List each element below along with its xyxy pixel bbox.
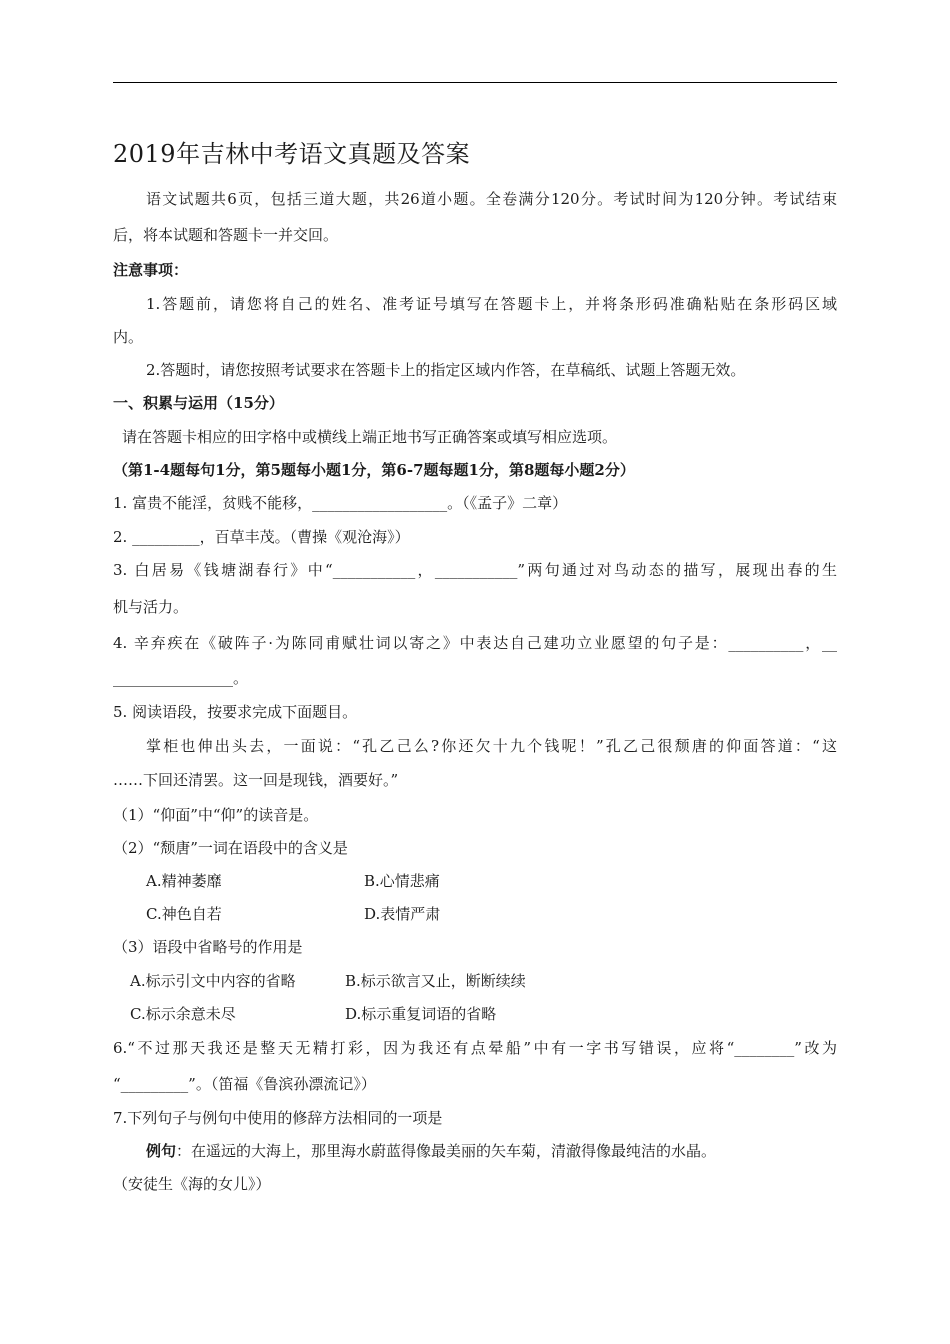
question-3-line-2: 机与活力。 [113,598,189,616]
page-title: 2019年吉林中考语文真题及答案 [113,140,471,168]
question-4-line-1: 4. 辛弃疾在《破阵子·为陈同甫赋壮词以寄之》中表达自己建功立业愿望的句子是：__________，__ [113,634,837,652]
question-5-3: （3）语段中省略号的作用是 [113,938,303,956]
example-label: 例句 [146,1142,177,1160]
notice-item-2: 2.答题时，请您按照考试要求在答题卡上的指定区域内作答，在草稿纸、试题上答题无效。 [146,361,746,379]
q5-2-option-a: A.精神萎靡 [146,872,222,890]
q5-2-option-d: D.表情严肃 [364,905,441,923]
q5-2-option-b: B.心情悲痛 [364,872,440,890]
header-rule [113,82,837,83]
question-7-example [146,1141,716,1161]
question-5-passage-line-1: 掌柜也伸出头去，一面说：“孔乙己么?你还欠十九个钱呢！”孔乙己很颓唐的仰面答道：“这 [146,737,837,755]
question-6-line-1: 6.“不过那天我还是整天无精打彩，因为我还有点晕船”中有一字书写错误，应将“________”改为 [113,1039,837,1057]
question-4-line-2: ________________。 [113,669,249,687]
q5-3-option-b: B.标示欲言又止，断断续续 [345,972,526,990]
question-5-2: （2）“颓唐”一词在语段中的含义是 [113,839,348,857]
notice-heading: 注意事项： [113,261,189,279]
q5-3-option-c: C.标示余意未尽 [130,1005,236,1023]
question-5-1: （1）“仰面”中“仰”的读音是。 [113,806,319,824]
question-7-source: （安徒生《海的女儿》） [113,1175,271,1193]
question-5: 5. 阅读语段，按要求完成下面题目。 [113,703,358,721]
notice-item-1-line-1: 1.答题前，请您将自己的姓名、准考证号填写在答题卡上，并将条形码准确粘贴在条形码区域 [146,295,837,313]
intro-line-2: 后，将本试题和答题卡一并交回。 [113,226,339,244]
q5-2-option-c: C.神色自若 [146,905,222,923]
notice-item-1-line-2: 内。 [113,328,144,346]
question-6-line-2: “_________”。（笛福《鲁滨孙漂流记》） [113,1075,376,1093]
question-2: 2. _________，百草丰茂。（曹操《观沧海》） [113,528,410,546]
question-3-line-1: 3. 白居易《钱塘湖春行》中“___________，___________”两句通过对鸟动态的描写，展现出春的生 [113,561,837,579]
question-7: 7.下列句子与例句中使用的修辞方法相同的一项是 [113,1109,443,1127]
question-1: 1. 富贵不能淫，贫贱不能移，__________________。（《孟子》二章） [113,494,568,512]
section-1-heading: 一、积累与运用（15分） [113,394,284,412]
example-text: ：在遥远的大海上，那里海水蔚蓝得像最美丽的矢车菊，清澈得像最纯洁的水晶。 [176,1142,717,1160]
section-1-instruction: 请在答题卡相应的田字格中或横线上端正地书写正确答案或填写相应选项。 [122,428,618,446]
q5-3-option-d: D.标示重复词语的省略 [345,1005,497,1023]
question-5-passage-line-2: ……下回还清罢。这一回是现钱，酒要好。” [113,771,399,789]
section-1-scoring: （第1-4题每句1分，第5题每小题1分，第6-7题每题1分，第8题每小题2分） [113,461,635,479]
intro-line-1: 语文试题共6页，包括三道大题，共26道小题。全卷满分120分。考试时间为120分钟。考试结束 [146,190,837,208]
q5-3-option-a: A.标示引文中内容的省略 [130,972,296,990]
